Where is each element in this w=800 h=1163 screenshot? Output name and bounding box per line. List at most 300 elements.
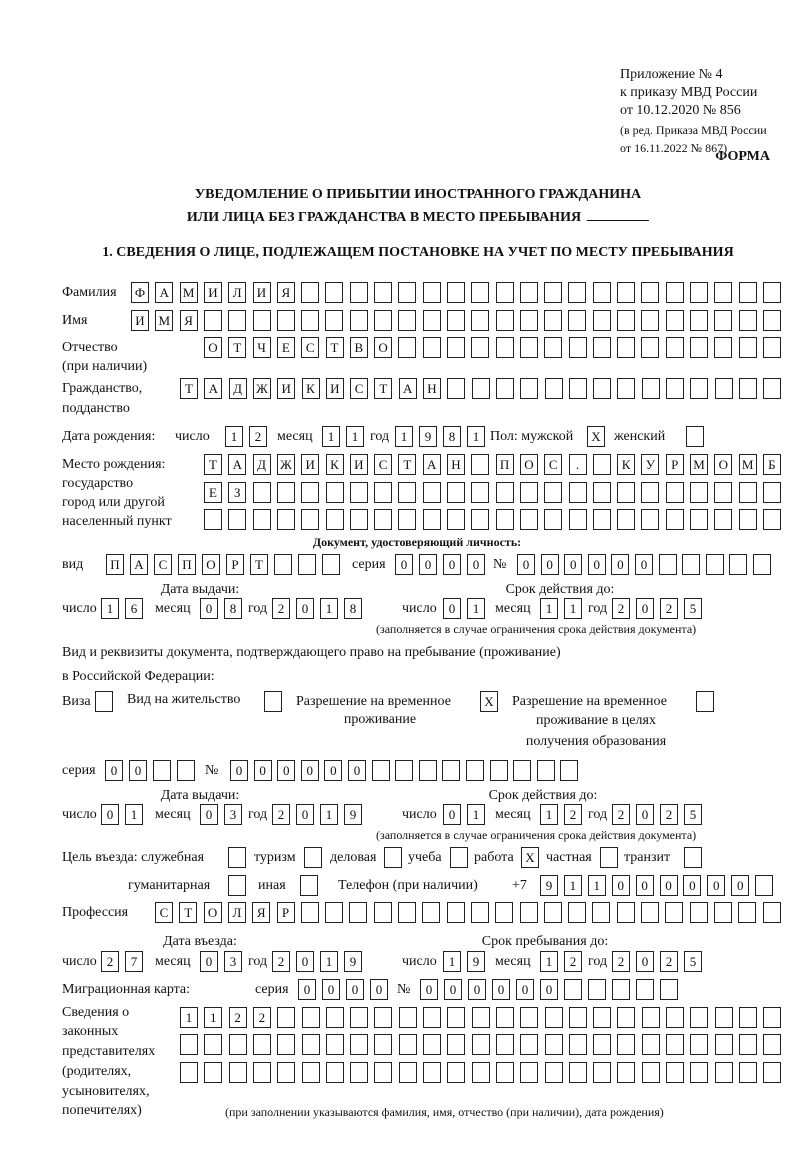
char-box-birth-day[interactable]: 2	[249, 426, 267, 447]
char-box-rd-number[interactable]: 0	[254, 760, 272, 781]
char-box-id-kind[interactable]: П	[178, 554, 196, 575]
char-box-patronymic[interactable]	[423, 337, 441, 358]
char-box-name[interactable]	[496, 310, 514, 331]
char-box-reps2[interactable]	[229, 1034, 247, 1055]
char-box-id-valid-year[interactable]: 2	[612, 598, 630, 619]
char-box-phone[interactable]: 0	[731, 875, 749, 896]
char-box-citizenship[interactable]	[569, 378, 587, 399]
char-box-profession[interactable]: О	[204, 902, 222, 923]
char-box-citizenship[interactable]: Ж	[253, 378, 271, 399]
char-box-id-issue-year[interactable]: 0	[296, 598, 314, 619]
char-box-reps2[interactable]	[350, 1034, 368, 1055]
char-box-birthplace1[interactable]: К	[326, 454, 344, 475]
char-box-surname[interactable]	[568, 282, 586, 303]
char-box-patronymic[interactable]: О	[374, 337, 392, 358]
char-box-birth-day[interactable]: 1	[225, 426, 243, 447]
char-box-birthplace2[interactable]: З	[228, 482, 246, 503]
char-box-rd-series[interactable]: 0	[129, 760, 147, 781]
char-box-birthplace3[interactable]	[301, 509, 319, 530]
char-box-reps2[interactable]	[569, 1034, 587, 1055]
char-box-reps3[interactable]	[690, 1062, 708, 1083]
char-box-name[interactable]	[253, 310, 271, 331]
char-box-birthplace2[interactable]	[520, 482, 538, 503]
char-box-name[interactable]: М	[155, 310, 173, 331]
char-box-mc-number[interactable]	[564, 979, 582, 1000]
char-box-name[interactable]	[204, 310, 222, 331]
char-box-surname[interactable]: И	[204, 282, 222, 303]
char-box-id-number[interactable]: 0	[517, 554, 535, 575]
char-box-rd-issue-month[interactable]: 3	[224, 804, 242, 825]
char-box-reps3[interactable]	[180, 1062, 198, 1083]
char-box-id-number[interactable]: 0	[588, 554, 606, 575]
checkbox-visa[interactable]	[95, 691, 113, 712]
char-box-reps1[interactable]	[374, 1007, 392, 1028]
char-box-name[interactable]: И	[131, 310, 149, 331]
char-box-citizenship[interactable]: Д	[229, 378, 247, 399]
char-box-citizenship[interactable]	[666, 378, 684, 399]
char-box-id-valid-month[interactable]: 1	[564, 598, 582, 619]
char-box-citizenship[interactable]: И	[277, 378, 295, 399]
checkbox-sex-male[interactable]: X	[587, 426, 605, 447]
char-box-reps2[interactable]	[180, 1034, 198, 1055]
char-box-reps1[interactable]	[763, 1007, 781, 1028]
char-box-phone[interactable]: 0	[660, 875, 678, 896]
char-box-phone[interactable]: 1	[588, 875, 606, 896]
char-box-id-issue-year[interactable]: 8	[344, 598, 362, 619]
char-box-birthplace1[interactable]	[593, 454, 611, 475]
char-box-reps2[interactable]	[545, 1034, 563, 1055]
char-box-surname[interactable]	[374, 282, 392, 303]
char-box-reps3[interactable]	[326, 1062, 344, 1083]
char-box-reps1[interactable]	[739, 1007, 757, 1028]
char-box-surname[interactable]	[714, 282, 732, 303]
char-box-birthplace1[interactable]: О	[714, 454, 732, 475]
char-box-reps1[interactable]	[520, 1007, 538, 1028]
char-box-profession[interactable]	[763, 902, 781, 923]
char-box-id-valid-year[interactable]: 5	[684, 598, 702, 619]
checkbox-trp-edu[interactable]	[696, 691, 714, 712]
char-box-birthplace2[interactable]	[569, 482, 587, 503]
char-box-birthplace3[interactable]	[471, 509, 489, 530]
char-box-reps1[interactable]	[399, 1007, 417, 1028]
char-box-birth-month[interactable]: 1	[346, 426, 364, 447]
char-box-reps1[interactable]	[423, 1007, 441, 1028]
char-box-birth-month[interactable]: 1	[322, 426, 340, 447]
char-box-birthplace3[interactable]	[739, 509, 757, 530]
checkbox-p-tourism[interactable]	[304, 847, 322, 868]
char-box-citizenship[interactable]	[763, 378, 781, 399]
char-box-birthplace3[interactable]	[253, 509, 271, 530]
char-box-reps1[interactable]	[447, 1007, 465, 1028]
char-box-profession[interactable]	[398, 902, 416, 923]
char-box-name[interactable]	[641, 310, 659, 331]
char-box-profession[interactable]	[544, 902, 562, 923]
char-box-citizenship[interactable]	[617, 378, 635, 399]
char-box-profession[interactable]	[520, 902, 538, 923]
char-box-patronymic[interactable]: Т	[228, 337, 246, 358]
char-box-patronymic[interactable]: С	[301, 337, 319, 358]
char-box-mc-number[interactable]	[636, 979, 654, 1000]
char-box-citizenship[interactable]	[447, 378, 465, 399]
char-box-rd-number[interactable]	[490, 760, 508, 781]
char-box-id-number[interactable]	[706, 554, 724, 575]
char-box-reps2[interactable]	[739, 1034, 757, 1055]
char-box-reps3[interactable]	[666, 1062, 684, 1083]
char-box-patronymic[interactable]	[544, 337, 562, 358]
char-box-birthplace3[interactable]	[277, 509, 295, 530]
char-box-rd-number[interactable]: 0	[348, 760, 366, 781]
char-box-reps1[interactable]	[350, 1007, 368, 1028]
char-box-patronymic[interactable]	[447, 337, 465, 358]
char-box-rd-valid-day[interactable]: 0	[443, 804, 461, 825]
char-box-citizenship[interactable]: Т	[180, 378, 198, 399]
char-box-reps3[interactable]	[739, 1062, 757, 1083]
char-box-birthplace2[interactable]	[617, 482, 635, 503]
char-box-id-issue-month[interactable]: 0	[200, 598, 218, 619]
char-box-rd-number[interactable]	[442, 760, 460, 781]
char-box-reps2[interactable]	[204, 1034, 222, 1055]
char-box-rd-issue-year[interactable]: 9	[344, 804, 362, 825]
char-box-name[interactable]	[739, 310, 757, 331]
char-box-id-number[interactable]: 0	[635, 554, 653, 575]
char-box-reps3[interactable]	[204, 1062, 222, 1083]
char-box-reps2[interactable]	[496, 1034, 514, 1055]
char-box-name[interactable]	[301, 310, 319, 331]
char-box-profession[interactable]	[738, 902, 756, 923]
char-box-reps3[interactable]	[520, 1062, 538, 1083]
char-box-id-valid-year[interactable]: 0	[636, 598, 654, 619]
checkbox-p-other[interactable]	[300, 875, 318, 896]
char-box-name[interactable]: Я	[180, 310, 198, 331]
char-box-id-number[interactable]: 0	[611, 554, 629, 575]
char-box-profession[interactable]: Т	[179, 902, 197, 923]
char-box-reps1[interactable]	[545, 1007, 563, 1028]
char-box-surname[interactable]	[763, 282, 781, 303]
char-box-birthplace2[interactable]	[666, 482, 684, 503]
char-box-birthplace1[interactable]: И	[350, 454, 368, 475]
char-box-id-kind[interactable]: С	[154, 554, 172, 575]
char-box-reps3[interactable]	[617, 1062, 635, 1083]
char-box-birthplace1[interactable]: М	[690, 454, 708, 475]
char-box-name[interactable]	[398, 310, 416, 331]
char-box-id-valid-day[interactable]: 1	[467, 598, 485, 619]
char-box-id-issue-year[interactable]: 1	[320, 598, 338, 619]
char-box-reps3[interactable]	[593, 1062, 611, 1083]
char-box-birthplace3[interactable]	[690, 509, 708, 530]
char-box-citizenship[interactable]	[690, 378, 708, 399]
char-box-mc-number[interactable]	[612, 979, 630, 1000]
char-box-entry-year[interactable]: 0	[296, 951, 314, 972]
char-box-rd-number[interactable]	[419, 760, 437, 781]
char-box-birthplace1[interactable]: Н	[447, 454, 465, 475]
char-box-birthplace2[interactable]	[641, 482, 659, 503]
char-box-reps1[interactable]: 2	[229, 1007, 247, 1028]
char-box-birthplace3[interactable]	[447, 509, 465, 530]
char-box-name[interactable]	[544, 310, 562, 331]
char-box-reps3[interactable]	[253, 1062, 271, 1083]
char-box-id-series[interactable]: 0	[443, 554, 461, 575]
char-box-id-issue-day[interactable]: 6	[125, 598, 143, 619]
char-box-mc-series[interactable]: 0	[298, 979, 316, 1000]
char-box-reps2[interactable]	[302, 1034, 320, 1055]
char-box-citizenship[interactable]	[739, 378, 757, 399]
char-box-surname[interactable]: И	[253, 282, 271, 303]
char-box-id-kind[interactable]: П	[106, 554, 124, 575]
char-box-birthplace1[interactable]	[471, 454, 489, 475]
char-box-birthplace2[interactable]	[326, 482, 344, 503]
char-box-birthplace3[interactable]	[641, 509, 659, 530]
char-box-birthplace1[interactable]: П	[496, 454, 514, 475]
char-box-patronymic[interactable]	[471, 337, 489, 358]
char-box-birthplace2[interactable]	[763, 482, 781, 503]
char-box-id-kind[interactable]: Р	[226, 554, 244, 575]
char-box-name[interactable]	[277, 310, 295, 331]
char-box-birthplace2[interactable]	[253, 482, 271, 503]
char-box-id-number[interactable]	[682, 554, 700, 575]
char-box-profession[interactable]	[690, 902, 708, 923]
char-box-surname[interactable]	[641, 282, 659, 303]
char-box-patronymic[interactable]	[398, 337, 416, 358]
char-box-id-valid-month[interactable]: 1	[540, 598, 558, 619]
char-box-id-kind[interactable]: О	[202, 554, 220, 575]
char-box-profession[interactable]	[641, 902, 659, 923]
char-box-birthplace3[interactable]	[617, 509, 635, 530]
char-box-surname[interactable]	[666, 282, 684, 303]
char-box-reps1[interactable]	[496, 1007, 514, 1028]
char-box-birth-year[interactable]: 1	[395, 426, 413, 447]
char-box-birthplace2[interactable]	[471, 482, 489, 503]
char-box-citizenship[interactable]	[642, 378, 660, 399]
char-box-patronymic[interactable]	[690, 337, 708, 358]
char-box-citizenship[interactable]: Н	[423, 378, 441, 399]
char-box-reps1[interactable]	[569, 1007, 587, 1028]
char-box-reps3[interactable]	[350, 1062, 368, 1083]
checkbox-trp[interactable]: X	[480, 691, 498, 712]
char-box-id-issue-month[interactable]: 8	[224, 598, 242, 619]
char-box-citizenship[interactable]	[715, 378, 733, 399]
char-box-profession[interactable]	[301, 902, 319, 923]
checkbox-p-study[interactable]	[450, 847, 468, 868]
char-box-reps2[interactable]	[690, 1034, 708, 1055]
char-box-birthplace3[interactable]	[423, 509, 441, 530]
char-box-surname[interactable]	[423, 282, 441, 303]
char-box-name[interactable]	[520, 310, 538, 331]
char-box-id-number[interactable]: 0	[564, 554, 582, 575]
char-box-surname[interactable]	[301, 282, 319, 303]
char-box-rd-valid-year[interactable]: 2	[660, 804, 678, 825]
char-box-mc-number[interactable]: 0	[444, 979, 462, 1000]
char-box-name[interactable]	[568, 310, 586, 331]
char-box-mc-number[interactable]: 0	[516, 979, 534, 1000]
char-box-birthplace3[interactable]	[544, 509, 562, 530]
char-box-citizenship[interactable]	[496, 378, 514, 399]
char-box-id-kind[interactable]: Т	[250, 554, 268, 575]
char-box-birthplace1[interactable]: М	[739, 454, 757, 475]
char-box-birthplace3[interactable]	[593, 509, 611, 530]
char-box-reps2[interactable]	[520, 1034, 538, 1055]
char-box-profession[interactable]	[665, 902, 683, 923]
char-box-birthplace3[interactable]	[569, 509, 587, 530]
char-box-surname[interactable]	[471, 282, 489, 303]
char-box-stay-year[interactable]: 2	[660, 951, 678, 972]
char-box-rd-issue-day[interactable]: 1	[125, 804, 143, 825]
char-box-patronymic[interactable]	[641, 337, 659, 358]
char-box-patronymic[interactable]	[496, 337, 514, 358]
char-box-citizenship[interactable]: А	[399, 378, 417, 399]
char-box-id-kind[interactable]	[322, 554, 340, 575]
char-box-birthplace2[interactable]	[544, 482, 562, 503]
char-box-patronymic[interactable]	[617, 337, 635, 358]
char-box-birthplace1[interactable]: Д	[253, 454, 271, 475]
char-box-reps2[interactable]	[447, 1034, 465, 1055]
char-box-citizenship[interactable]: И	[326, 378, 344, 399]
char-box-phone[interactable]: 0	[707, 875, 725, 896]
checkbox-residence[interactable]	[264, 691, 282, 712]
char-box-id-kind[interactable]	[274, 554, 292, 575]
char-box-stay-month[interactable]: 2	[564, 951, 582, 972]
char-box-surname[interactable]	[544, 282, 562, 303]
char-box-rd-valid-month[interactable]: 2	[564, 804, 582, 825]
char-box-birthplace1[interactable]: .	[569, 454, 587, 475]
char-box-reps3[interactable]	[277, 1062, 295, 1083]
char-box-phone[interactable]: 9	[540, 875, 558, 896]
char-box-entry-year[interactable]: 2	[272, 951, 290, 972]
char-box-reps2[interactable]	[666, 1034, 684, 1055]
char-box-birthplace2[interactable]	[714, 482, 732, 503]
char-box-name[interactable]	[690, 310, 708, 331]
char-box-profession[interactable]	[325, 902, 343, 923]
char-box-reps3[interactable]	[399, 1062, 417, 1083]
checkbox-p-transit[interactable]	[684, 847, 702, 868]
char-box-birthplace2[interactable]	[374, 482, 392, 503]
char-box-birthplace3[interactable]	[714, 509, 732, 530]
char-box-rd-valid-year[interactable]: 2	[612, 804, 630, 825]
char-box-entry-month[interactable]: 0	[200, 951, 218, 972]
char-box-birth-year[interactable]: 9	[419, 426, 437, 447]
char-box-birthplace2[interactable]	[690, 482, 708, 503]
char-box-birthplace2[interactable]	[447, 482, 465, 503]
char-box-mc-number[interactable]	[660, 979, 678, 1000]
char-box-birthplace1[interactable]: У	[641, 454, 659, 475]
char-box-entry-day[interactable]: 7	[125, 951, 143, 972]
char-box-profession[interactable]: Р	[277, 902, 295, 923]
char-box-patronymic[interactable]	[763, 337, 781, 358]
char-box-name[interactable]	[617, 310, 635, 331]
char-box-birthplace2[interactable]	[593, 482, 611, 503]
char-box-reps3[interactable]	[374, 1062, 392, 1083]
char-box-rd-number[interactable]	[560, 760, 578, 781]
char-box-patronymic[interactable]	[593, 337, 611, 358]
char-box-profession[interactable]	[422, 902, 440, 923]
char-box-rd-number[interactable]: 0	[324, 760, 342, 781]
char-box-birthplace2[interactable]	[277, 482, 295, 503]
char-box-birthplace3[interactable]	[326, 509, 344, 530]
char-box-reps1[interactable]	[472, 1007, 490, 1028]
char-box-birthplace3[interactable]	[763, 509, 781, 530]
char-box-profession[interactable]: Л	[228, 902, 246, 923]
char-box-id-valid-year[interactable]: 2	[660, 598, 678, 619]
char-box-citizenship[interactable]: С	[350, 378, 368, 399]
char-box-surname[interactable]	[739, 282, 757, 303]
char-box-id-number[interactable]	[753, 554, 771, 575]
char-box-reps1[interactable]: 1	[204, 1007, 222, 1028]
char-box-rd-valid-year[interactable]: 0	[636, 804, 654, 825]
char-box-reps2[interactable]	[763, 1034, 781, 1055]
char-box-rd-valid-month[interactable]: 1	[540, 804, 558, 825]
char-box-name[interactable]	[228, 310, 246, 331]
char-box-reps1[interactable]	[326, 1007, 344, 1028]
char-box-birthplace2[interactable]	[496, 482, 514, 503]
char-box-name[interactable]	[447, 310, 465, 331]
char-box-reps1[interactable]	[715, 1007, 733, 1028]
char-box-patronymic[interactable]	[666, 337, 684, 358]
char-box-mc-series[interactable]: 0	[322, 979, 340, 1000]
checkbox-p-business[interactable]	[384, 847, 402, 868]
char-box-rd-valid-year[interactable]: 5	[684, 804, 702, 825]
char-box-rd-number[interactable]: 0	[301, 760, 319, 781]
char-box-reps2[interactable]	[642, 1034, 660, 1055]
char-box-rd-number[interactable]	[372, 760, 390, 781]
char-box-stay-year[interactable]: 5	[684, 951, 702, 972]
char-box-birthplace2[interactable]	[739, 482, 757, 503]
char-box-birthplace3[interactable]	[398, 509, 416, 530]
char-box-mc-series[interactable]: 0	[370, 979, 388, 1000]
char-box-birthplace1[interactable]: Т	[204, 454, 222, 475]
char-box-reps2[interactable]	[423, 1034, 441, 1055]
char-box-id-kind[interactable]	[298, 554, 316, 575]
char-box-reps1[interactable]	[593, 1007, 611, 1028]
char-box-birth-year[interactable]: 1	[467, 426, 485, 447]
char-box-name[interactable]	[593, 310, 611, 331]
char-box-reps2[interactable]	[715, 1034, 733, 1055]
char-box-citizenship[interactable]: Т	[374, 378, 392, 399]
char-box-surname[interactable]	[325, 282, 343, 303]
char-box-name[interactable]	[714, 310, 732, 331]
char-box-stay-day[interactable]: 9	[467, 951, 485, 972]
char-box-rd-issue-month[interactable]: 0	[200, 804, 218, 825]
char-box-id-series[interactable]: 0	[467, 554, 485, 575]
char-box-reps3[interactable]	[715, 1062, 733, 1083]
char-box-phone[interactable]: 1	[564, 875, 582, 896]
char-box-stay-year[interactable]: 2	[612, 951, 630, 972]
char-box-patronymic[interactable]	[520, 337, 538, 358]
char-box-entry-month[interactable]: 3	[224, 951, 242, 972]
char-box-citizenship[interactable]	[545, 378, 563, 399]
char-box-id-number[interactable]: 0	[541, 554, 559, 575]
char-box-reps1[interactable]	[617, 1007, 635, 1028]
char-box-rd-series[interactable]	[177, 760, 195, 781]
char-box-reps3[interactable]	[569, 1062, 587, 1083]
char-box-phone[interactable]: 0	[612, 875, 630, 896]
char-box-reps2[interactable]	[253, 1034, 271, 1055]
char-box-name[interactable]	[325, 310, 343, 331]
char-box-reps1[interactable]: 2	[253, 1007, 271, 1028]
char-box-birthplace1[interactable]: К	[617, 454, 635, 475]
char-box-reps2[interactable]	[593, 1034, 611, 1055]
char-box-id-series[interactable]: 0	[395, 554, 413, 575]
char-box-rd-number[interactable]	[513, 760, 531, 781]
char-box-id-number[interactable]	[729, 554, 747, 575]
char-box-birthplace3[interactable]	[496, 509, 514, 530]
char-box-reps3[interactable]	[496, 1062, 514, 1083]
char-box-reps1[interactable]	[302, 1007, 320, 1028]
char-box-patronymic[interactable]	[569, 337, 587, 358]
char-box-surname[interactable]	[350, 282, 368, 303]
char-box-id-issue-day[interactable]: 1	[101, 598, 119, 619]
char-box-mc-number[interactable]: 0	[468, 979, 486, 1000]
char-box-profession[interactable]	[471, 902, 489, 923]
char-box-mc-number[interactable]	[588, 979, 606, 1000]
